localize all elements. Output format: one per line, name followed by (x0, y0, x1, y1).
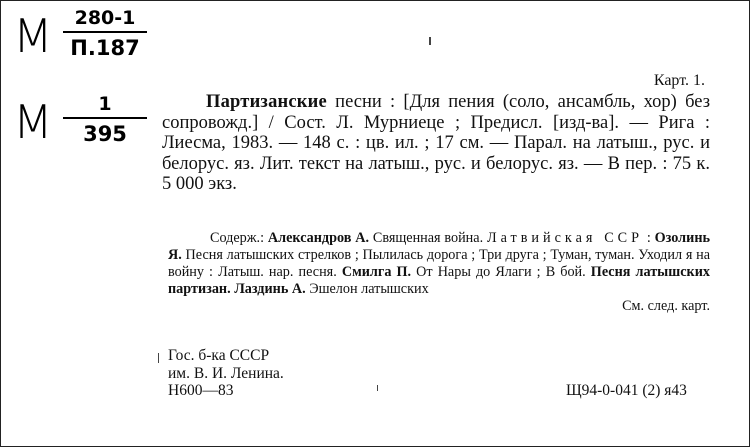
contents-spaced-heading: Латвийская ССР (486, 230, 644, 246)
card-number: Карт. 1. (653, 72, 705, 89)
shelfmark-letter: М (13, 9, 53, 63)
punch-mark (158, 353, 159, 363)
contents-text: Песня латышских стрелков ; Пылилась дорога ; Три друга ; Туман, туман. Уходил я на войну : Латыш. нар. песня. (168, 246, 710, 280)
contents-paragraph (168, 230, 710, 298)
punch-mark (377, 385, 378, 391)
bibliographic-description (162, 92, 710, 195)
library-line-2: им. В. И. Ленина. (168, 364, 284, 382)
contents-text: : (643, 230, 655, 246)
contents-text: Священная война. (369, 230, 487, 246)
fraction-bar (63, 31, 147, 33)
library-line-3: Н600—83 (168, 382, 234, 399)
description-text: песни : [Для пения (соло, ансамбль, хор) без сопровожд.] / Сост. Л. Мурниеце ; Предисл. [изд-ва]. — Рига : Лиесма, 1983. — 148 с. : цв. ил. ; 17 см. — Парал. на латыш., рус. и белорус. яз. Лит. текст на латыш., рус. и белорус. яз. — В пер. : 75 к. 5 000 экз. (162, 92, 710, 194)
shelfmark-letter: М (13, 95, 53, 149)
continued-note: См. след. карт. (622, 297, 710, 314)
author-smilga: Смилга П. (341, 263, 412, 280)
title-word: Партизанские (206, 92, 327, 112)
shelfmark-fraction (63, 93, 147, 146)
catalog-code: Щ94-0-041 (2) я43 (566, 382, 687, 399)
author-ozolin: Озолинь Я. (168, 230, 710, 263)
punch-mark (429, 37, 431, 45)
shelfmark-denominator: 395 (83, 122, 127, 146)
fraction-bar (63, 117, 147, 119)
contents-text: Эшелон латышских (305, 280, 429, 297)
author-aleksandrov: Александров А. (267, 230, 370, 246)
description-paragraph (162, 92, 710, 195)
author-lazdin: Лаздинь А. (234, 280, 306, 297)
shelfmark-denominator: П.187 (70, 36, 140, 60)
shelfmark-numerator: 280-1 (74, 7, 136, 29)
library-line-1: Гос. б-ка СССР (168, 347, 270, 364)
song-partisans: Песня латышских партизан. (168, 263, 710, 297)
contents-text: От Нары до Ялаги ; В бой. (411, 263, 591, 280)
contents-note (168, 230, 710, 315)
contents-label: Содерж.: (210, 230, 268, 246)
shelfmark-numerator: 1 (98, 93, 112, 115)
library-imprint (168, 347, 284, 400)
shelfmark-fraction (63, 7, 147, 60)
